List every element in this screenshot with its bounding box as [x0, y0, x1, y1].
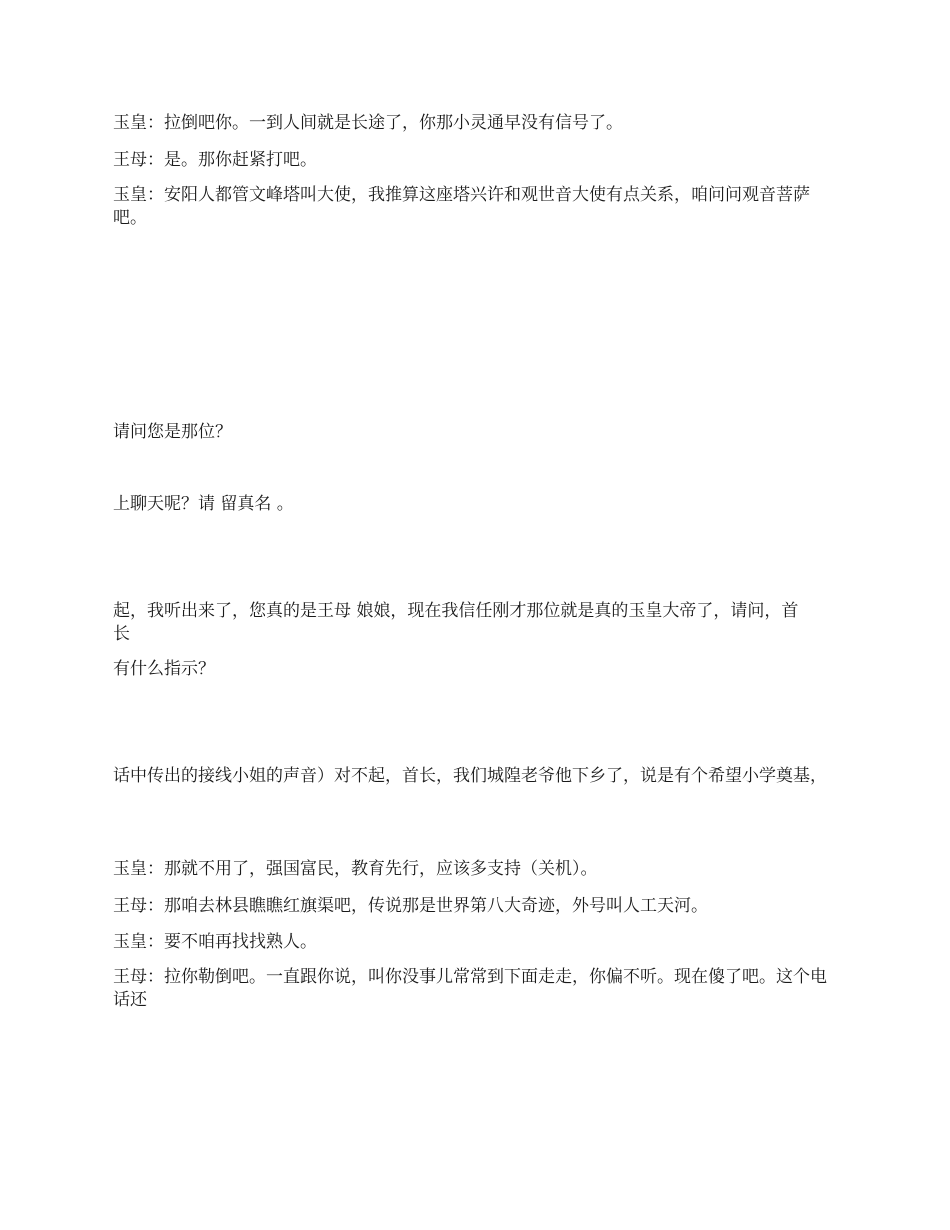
- dialogue-line: 请问您是那位？: [113, 422, 232, 442]
- dialogue-line: 王母：那咱去林县瞧瞧红旗渠吧，传说那是世界第八大奇迹，外号叫人工天河。: [113, 896, 708, 916]
- dialogue-line: 玉皇：要不咱再找找熟人。: [113, 932, 317, 952]
- dialogue-line: 有什么指示？: [113, 659, 215, 679]
- dialogue-line: 话中传出的接线小姐的声音）对不起，首长，我们城隍老爷他下乡了，说是有个希望小学奠基，: [113, 766, 827, 786]
- dialogue-line: 上聊天呢？请 留真名 。: [113, 494, 294, 514]
- dialogue-line: 玉皇：安阳人都管文峰塔叫大使，我推算这座塔兴许和观世音大使有点关系，咱问问观音菩萨吧。: [113, 185, 810, 228]
- dialogue-line: 王母：拉你勒倒吧。一直跟你说，叫你没事儿常常到下面走走，你偏不听。现在傻了吧。这个电 话还: [113, 967, 827, 1010]
- dialogue-line: 玉皇：拉倒吧你。一到人间就是长途了，你那小灵通早没有信号了。: [113, 113, 623, 133]
- dialogue-line: 起，我听出来了，您真的是王母 娘娘，现在我信任刚才那位就是真的玉皇大帝了，请问，首长: [113, 601, 799, 644]
- dialogue-line: 玉皇：那就不用了，强国富民，教育先行，应该多支持（关机）。: [113, 859, 598, 879]
- dialogue-line: 王母：是。那你赶紧打吧。: [113, 150, 317, 170]
